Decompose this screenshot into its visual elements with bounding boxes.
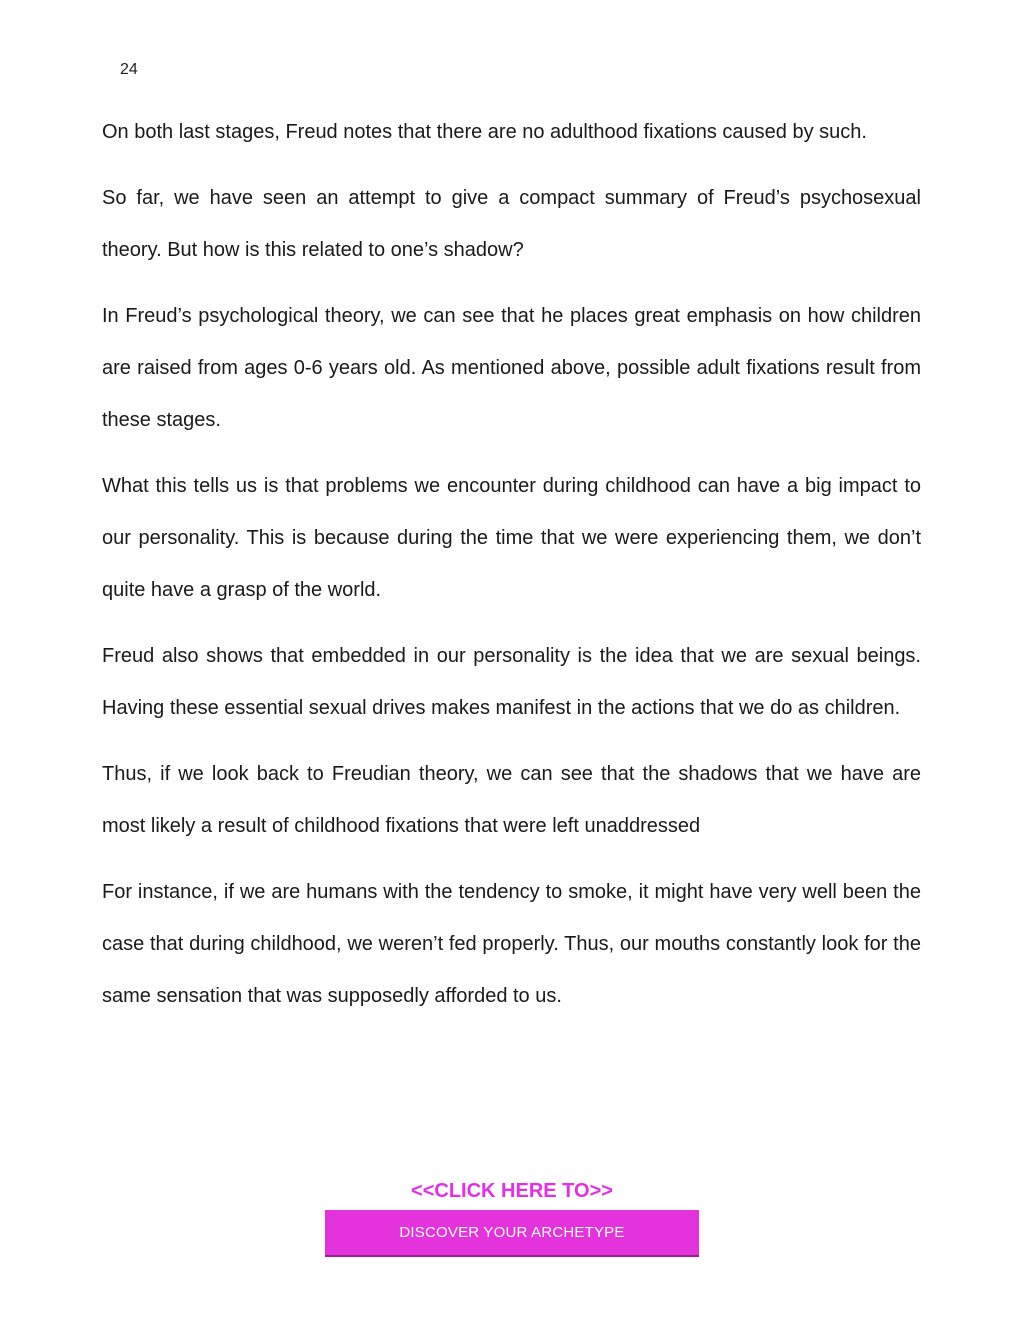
paragraph: What this tells us is that problems we encounter during childhood can have a big impact to our personality. This is because during the time that we were experiencing them, we don’t quite have a grasp of the world. xyxy=(102,475,921,601)
paragraph: Freud also shows that embedded in our personality is the idea that we are sexual beings. Having these essential sexual drives makes manifest in the actions that we do as children. xyxy=(102,645,921,719)
discover-archetype-button-label: DISCOVER YOUR ARCHETYPE xyxy=(399,1224,625,1241)
body-text xyxy=(102,106,921,1036)
paragraph: So far, we have seen an attempt to give a compact summary of Freud’s psychosexual theory. But how is this related to one’s shadow? xyxy=(102,187,921,261)
discover-archetype-button[interactable] xyxy=(325,1210,699,1257)
paragraph: In Freud’s psychological theory, we can see that he places great emphasis on how children are raised from ages 0-6 years old. As mentioned above, possible adult fixations result from these stages. xyxy=(102,305,921,431)
click-here-link[interactable]: <<CLICK HERE TO>> xyxy=(411,1180,613,1202)
paragraph: On both last stages, Freud notes that there are no adulthood fixations caused by such. xyxy=(102,121,867,143)
paragraph: For instance, if we are humans with the tendency to smoke, it might have very well been the case that during childhood, we weren’t fed properly. Thus, our mouths constantly look for the same sensation that was supposedly afforded to us. xyxy=(102,881,921,1007)
page-number: 24 xyxy=(120,61,138,78)
paragraph: Thus, if we look back to Freudian theory, we can see that the shadows that we have are most likely a result of childhood fixations that were left unaddressed xyxy=(102,763,921,837)
